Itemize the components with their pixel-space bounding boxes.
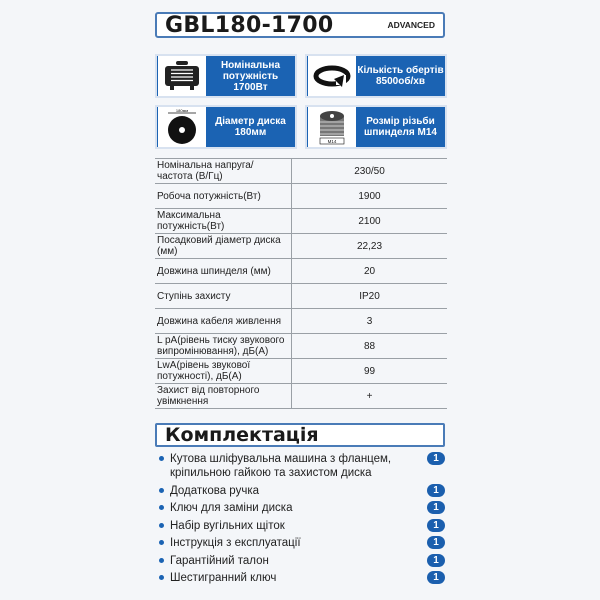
spec-key: Захист від повторного увімкнення: [155, 384, 292, 409]
tile-text: Номінальна потужність 1700Вт: [220, 59, 281, 93]
spec-value: 2100: [292, 209, 448, 234]
table-row: [155, 334, 447, 359]
tile-rpm: [305, 54, 447, 98]
quantity-badge: 1: [427, 536, 445, 549]
series-label: ADVANCED: [387, 20, 435, 30]
list-item: [155, 452, 447, 480]
spec-value: 99: [292, 359, 448, 384]
list-item: [155, 571, 447, 585]
table-row: [155, 359, 447, 384]
table-row: [155, 384, 447, 409]
tile-power: [155, 54, 297, 98]
bullet-icon: [159, 488, 164, 493]
kit-title: Комплектація: [165, 424, 319, 446]
spec-key: Робоча потужність(Вт): [155, 184, 292, 209]
tile-text: Розмір різьби шпинделя M14: [364, 116, 437, 138]
spec-key: Посадковий діаметр диска (мм): [155, 234, 292, 259]
bullet-icon: [159, 523, 164, 528]
spec-key: Ступінь захисту: [155, 284, 292, 309]
motor-icon: [158, 56, 206, 96]
specs-table: [155, 158, 447, 409]
kit-header: [155, 423, 445, 447]
table-row: [155, 184, 447, 209]
table-row: [155, 234, 447, 259]
bullet-icon: [159, 558, 164, 563]
kit-list: [155, 452, 447, 589]
list-item: [155, 554, 447, 568]
quantity-badge: 1: [427, 484, 445, 497]
list-item: [155, 519, 447, 533]
quantity-badge: 1: [427, 571, 445, 584]
tile-spindle-thread: [305, 105, 447, 149]
spindle-thread-icon: [308, 107, 356, 147]
quantity-badge: 1: [427, 501, 445, 514]
kit-item-label: Інструкція з експлуатації: [170, 537, 301, 549]
list-item: [155, 536, 447, 550]
rotation-icon: [308, 56, 356, 96]
spec-key: Максимальна потужність(Вт): [155, 209, 292, 234]
kit-item-label: Набір вугільних щіток: [170, 519, 285, 532]
kit-item-label: Кутова шліфувальна машина з фланцем, кріпильною гайкою та захистом диска: [170, 453, 392, 479]
model-header: [155, 12, 445, 38]
spec-value: 22,23: [292, 234, 448, 259]
kit-item-label: Ключ для заміни диска: [170, 502, 293, 514]
spec-key: Довжина кабеля живлення: [155, 309, 292, 334]
table-row: [155, 259, 447, 284]
table-row: [155, 209, 447, 234]
disc-icon: [158, 107, 206, 147]
quantity-badge: 1: [427, 452, 445, 465]
spec-key: Довжина шпинделя (мм): [155, 259, 292, 284]
bullet-icon: [159, 505, 164, 510]
tile-text: Діаметр диска 180мм: [215, 116, 286, 138]
spec-key: LwA(рівень звукової потужності), дБ(А): [155, 359, 292, 384]
svg-text:M14: M14: [327, 139, 337, 144]
table-row: [155, 284, 447, 309]
bullet-icon: [159, 575, 164, 580]
kit-item-label: Гарантійний талон: [170, 554, 269, 567]
spec-value: 1900: [292, 184, 448, 209]
model-name: GBL180-1700: [165, 12, 334, 38]
list-item: [155, 501, 447, 515]
spec-value: 20: [292, 259, 448, 284]
list-item: [155, 484, 447, 498]
quantity-badge: 1: [427, 554, 445, 567]
tile-text: Кількість обертів 8500об/хв: [357, 65, 444, 87]
spec-value: 3: [292, 309, 448, 334]
kit-item-label: Додаткова ручка: [170, 484, 259, 497]
spec-value: +: [292, 384, 448, 409]
bullet-icon: [159, 540, 164, 545]
spec-key: Номінальна напруга/ частота (В/Гц): [155, 159, 292, 184]
tile-disc-diameter: [155, 105, 297, 149]
quantity-badge: 1: [427, 519, 445, 532]
table-row: [155, 309, 447, 334]
spec-key: L pA(рівень тиску звукового випромінювання), дБ(А): [155, 334, 292, 359]
spec-value: 230/50: [292, 159, 448, 184]
spec-value: 88: [292, 334, 448, 359]
table-row: [155, 159, 447, 184]
bullet-icon: [159, 456, 164, 461]
svg-text:180мм: 180мм: [175, 108, 189, 113]
kit-item-label: Шестигранний ключ: [170, 572, 277, 584]
spec-value: IP20: [292, 284, 448, 309]
